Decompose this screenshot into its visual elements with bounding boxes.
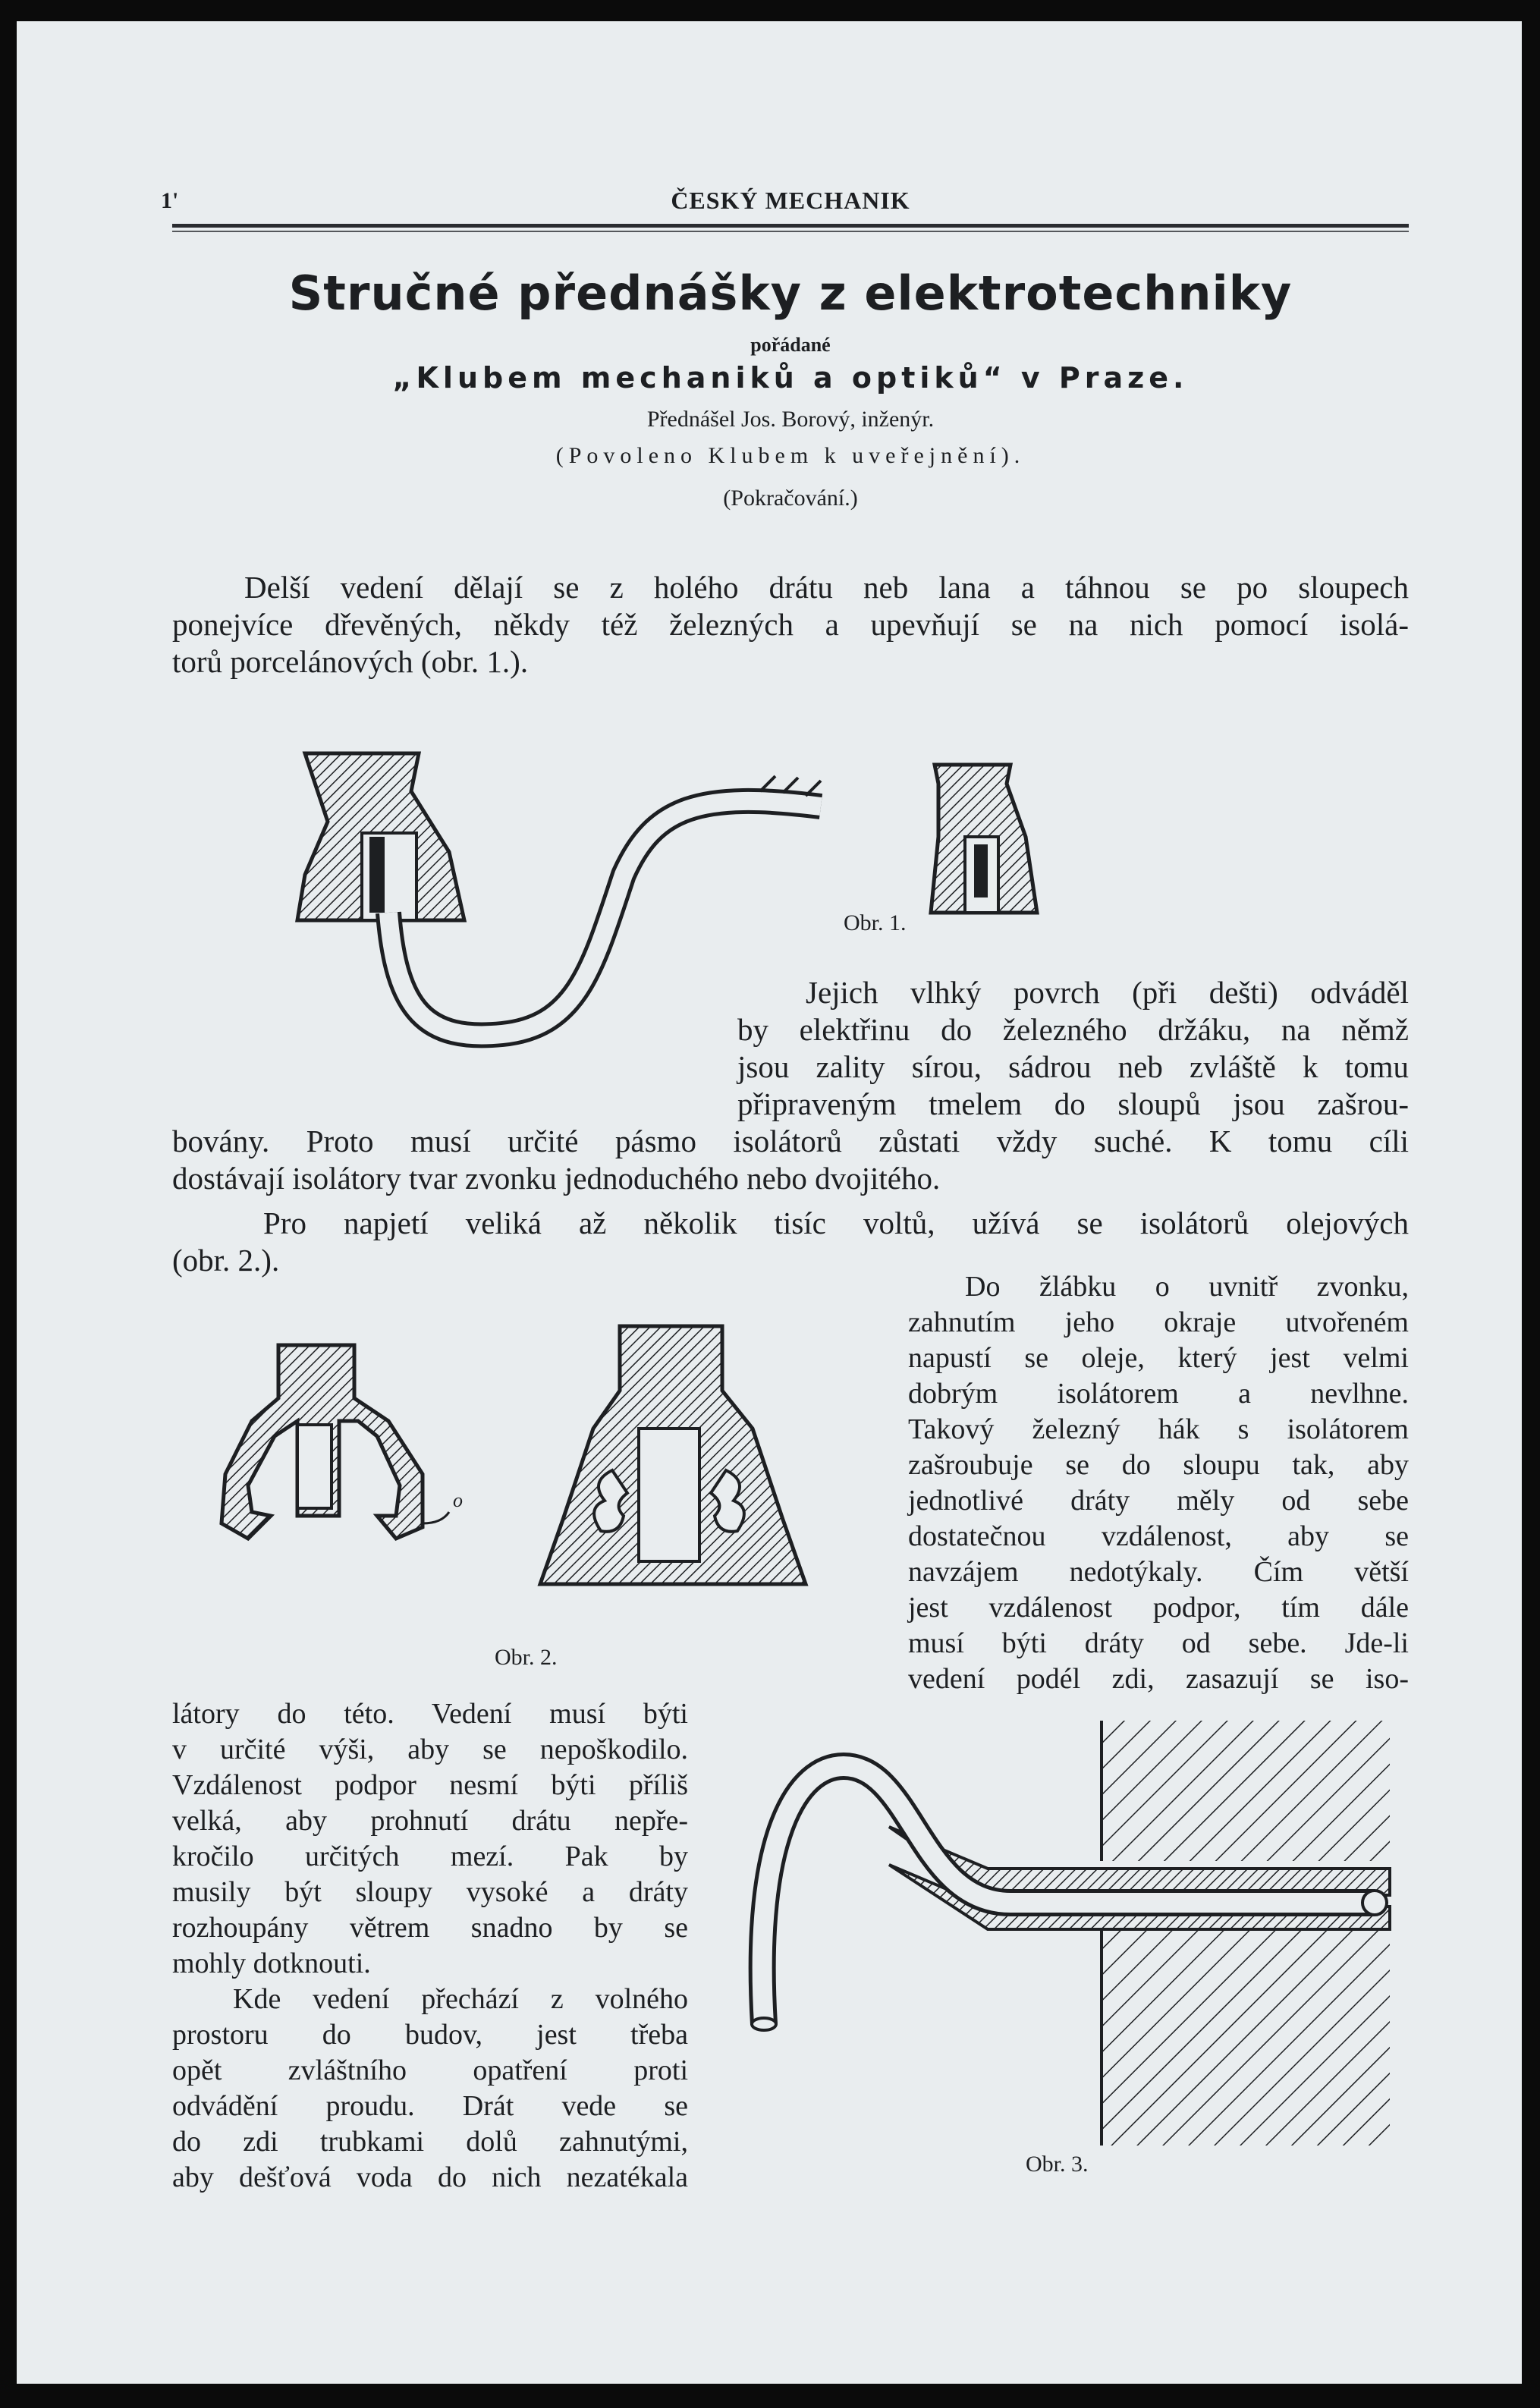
article-title: Stručné přednášky z elektrotechniky [288, 266, 1293, 321]
para2-right-line-3: jsou zality sírou, sádrou neb zvláště k tomu [737, 1049, 1409, 1084]
right-col-line-12: vedení podél zdi, zasazují se iso- [908, 1663, 1409, 1695]
intro-line-2: ponejvíce dřevěných, někdy též železných a upevňují se na nich pomocí isolá- [172, 607, 1409, 642]
intro-line-1: Delší vedení dělají se z holého drátu neb lana a táhnou se po sloupech [244, 570, 1409, 605]
intro-line-3: torů porcelánových (obr. 1.). [172, 644, 529, 679]
para2-right-line-4: připraveným tmelem do sloupů jsou zašrou- [737, 1086, 1409, 1121]
header-rule [172, 224, 1409, 228]
right-col-line-7: jednotlivé dráty měly od sebe [908, 1485, 1409, 1517]
right-col-line-1: Do žlábku o uvnitř zvonku, [965, 1271, 1409, 1303]
right-col-line-6: zašroubuje se do sloupu tak, aby [908, 1449, 1409, 1481]
subtitle-club: „Klubem mechaniků a optiků“ v Praze. [392, 361, 1189, 395]
left-col-line-5: kročilo určitých mezí. Pak by [172, 1841, 688, 1872]
left-col-line-11: opět zvláštního opatření proti [172, 2054, 688, 2086]
subtitle-continued: (Pokračování.) [723, 486, 858, 511]
journal-title: ČESKÝ MECHANIK [671, 187, 910, 214]
para2-full-line-1: bovány. Proto musí určité pásmo isolátorů zůstati vždy suché. K tomu cíli [172, 1124, 1409, 1158]
para2-full-line-2: dostávají isolátory tvar zvonku jednoduchého nebo dvojitého. [172, 1161, 941, 1196]
right-col-line-8: dostatečnou vzdálenost, aby se [908, 1520, 1409, 1552]
right-col-line-2: zahnutím jeho okraje utvořeném [908, 1306, 1409, 1338]
left-col-line-13: do zdi trubkami dolů zahnutými, [172, 2126, 688, 2158]
left-col-line-7: rozhoupány větrem snadno by se [172, 1912, 688, 1944]
right-col-line-9: navzájem nedotýkaly. Čím větší [908, 1556, 1409, 1588]
page-number: 1' [161, 188, 179, 213]
para2-right-line-2: by elektřinu do železného držáku, na němž [737, 1012, 1409, 1047]
scanned-page [17, 21, 1522, 2384]
left-col-line-1: látory do této. Vedení musí býti [172, 1698, 688, 1730]
figure-2-label-o: o [453, 1489, 463, 1511]
left-col-line-6: musily být sloupy vysoké a dráty [172, 1876, 688, 1908]
figure-2-oil-insulators-drawing [214, 1322, 836, 1633]
figure-2-caption: Obr. 2. [495, 1645, 558, 1670]
subtitle-porad: pořádané [750, 334, 831, 356]
para2-right-line-1: Jejich vlhký povrch (při dešti) odváděl [806, 975, 1409, 1010]
left-col-line-8: mohly dotknouti. [172, 1947, 371, 1979]
para3-line-2: (obr. 2.). [172, 1243, 280, 1278]
right-col-line-10: jest vzdálenost podpor, tím dále [908, 1592, 1409, 1624]
left-col-line-14: aby dešťová voda do nich nezatékala [172, 2161, 688, 2193]
figure-3-caption: Obr. 3. [1026, 2152, 1089, 2177]
subtitle-permission: (Povoleno Klubem k uveřejnění). [555, 443, 1026, 468]
left-col-line-2: v určité výši, aby se nepoškodilo. [172, 1734, 688, 1765]
header-rule-thin [172, 231, 1409, 232]
subtitle-author: Přednášel Jos. Borový, inženýr. [646, 407, 935, 432]
right-col-line-11: musí býti dráty od sebe. Jde-li [908, 1627, 1409, 1659]
left-col-line-12: odvádění proudu. Drát vede se [172, 2090, 688, 2122]
figure-3-wall-entry-drawing [737, 1721, 1390, 2146]
figure-1-caption: Obr. 1. [844, 910, 907, 935]
left-col-line-9: Kde vedení přechází z volného [233, 1983, 688, 2015]
right-col-line-3: napustí se oleje, který jest velmi [908, 1342, 1409, 1374]
right-col-line-5: Takový železný hák s isolátorem [908, 1413, 1409, 1445]
left-col-line-3: Vzdálenost podpor nesmí býti příliš [172, 1769, 688, 1801]
left-col-line-4: velká, aby prohnutí drátu nepře- [172, 1805, 688, 1837]
right-col-line-4: dobrým isolátorem a nevlhne. [908, 1378, 1409, 1410]
left-col-line-10: prostoru do budov, jest třeba [172, 2019, 688, 2051]
para3-line-1: Pro napjetí veliká až několik tisíc voltů, užívá se isolátorů olejových [263, 1206, 1409, 1240]
